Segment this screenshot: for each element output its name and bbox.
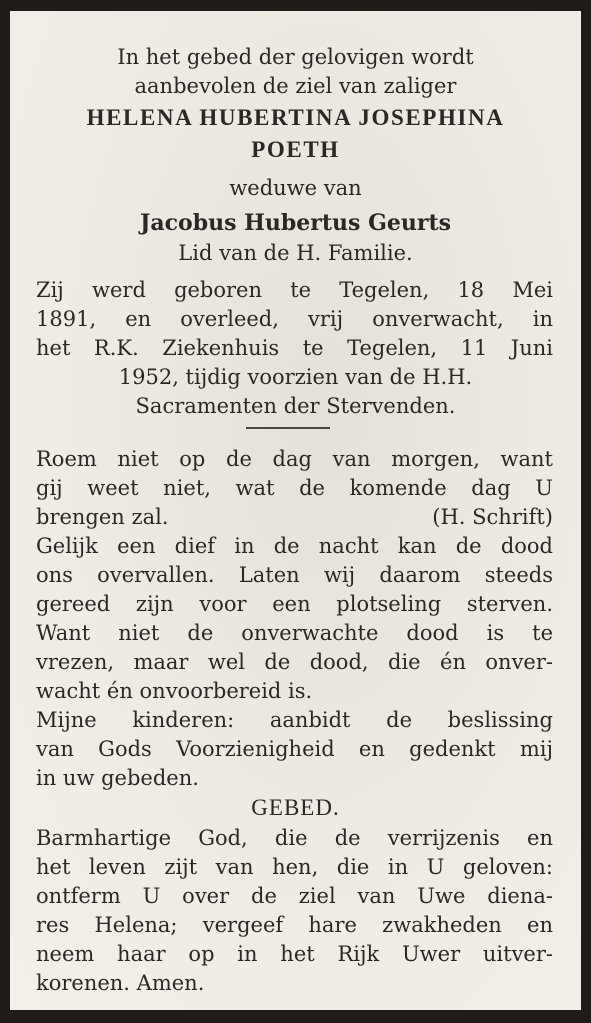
- reflection-line-1: Gelijk een dief in de nacht kan de dood: [36, 534, 553, 558]
- scripture-line-3: [36, 503, 553, 532]
- intro-line-1: In het gebed der gelovigen wordt: [117, 45, 474, 69]
- prayer-line-2: het leven zijt van hen, die in U geloven:: [36, 855, 553, 879]
- prayer-title: GEBED.: [251, 795, 340, 820]
- section-divider: [246, 427, 330, 429]
- biography-line-5: Sacramenten der Stervenden.: [135, 394, 456, 418]
- husband-name: Jacobus Hubertus Geurts: [139, 210, 452, 236]
- card-paper: [10, 11, 581, 1010]
- reflection-line-3: gereed zijn voor een plotseling sterven.: [36, 592, 553, 616]
- intro-line-2: aanbevolen de ziel van zaliger: [134, 74, 457, 98]
- scripture-last-line: brengen zal.: [36, 505, 169, 529]
- prayer-line-6: korenen. Amen.: [36, 971, 205, 995]
- children-line-1: Mijne kinderen: aanbidt de beslissing: [36, 708, 553, 732]
- children-line-3: in uw gebeden.: [36, 766, 199, 790]
- scripture-line-1: Roem niet op de dag van morgen, want: [36, 447, 553, 471]
- deceased-name: HELENA HUBERTINA JOSEPHINA: [86, 105, 505, 130]
- reflection-line-4: Want niet de onverwachte dood is te: [36, 621, 553, 645]
- biography-line-4: 1952, tijdig voorzien van de H.H.: [118, 365, 473, 389]
- reflection-line-6: wacht én onvoorbereid is.: [36, 679, 313, 703]
- widow-of-label: weduwe van: [229, 176, 362, 200]
- prayer-line-4: res Helena; vergeef hare zwakheden en: [36, 913, 553, 937]
- membership: Lid van de H. Familie.: [178, 241, 413, 265]
- biography-line-3: het R.K. Ziekenhuis te Tegelen, 11 Juni: [36, 336, 553, 360]
- biography-line-2: 1891, en overleed, vrij onverwacht, in: [36, 307, 553, 331]
- reflection-line-5: vrezen, maar wel de dood, die én onver-: [36, 650, 553, 674]
- prayer-line-3: ontferm U over de ziel van Uwe diena-: [36, 884, 553, 908]
- scripture-line-2: gij weet niet, wat de komende dag U: [36, 476, 553, 500]
- reflection-line-2: ons overvallen. Laten wij daarom steeds: [36, 563, 553, 587]
- scripture-source: (H. Schrift): [432, 505, 553, 529]
- prayer-line-1: Barmhartige God, die de verrijzenis en: [36, 826, 553, 850]
- children-line-2: van Gods Voorzienigheid en gedenkt mij: [36, 737, 553, 761]
- deceased-surname: POETH: [251, 137, 340, 162]
- biography-line-1: Zij werd geboren te Tegelen, 18 Mei: [36, 278, 553, 302]
- prayer-line-5: neem haar op in het Rijk Uwer uitver-: [36, 942, 553, 966]
